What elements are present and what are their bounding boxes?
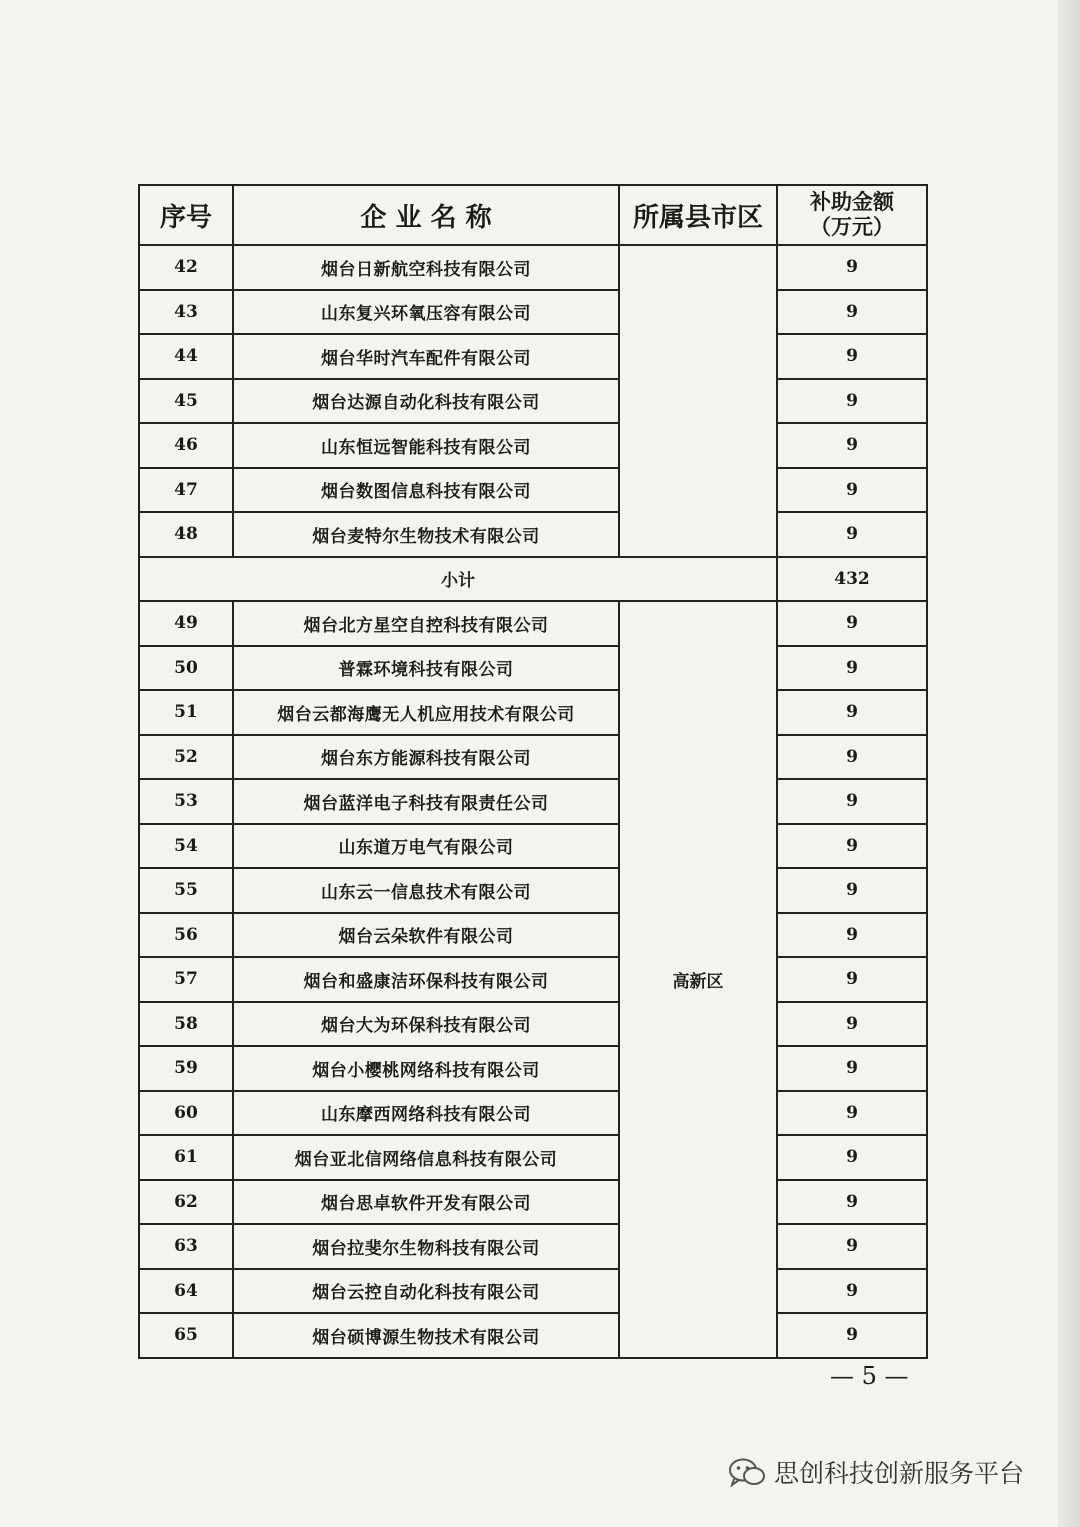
table-row xyxy=(139,290,927,335)
row-index: 60 xyxy=(139,1091,233,1136)
row-company: 烟台北方星空自控科技有限公司 xyxy=(233,601,619,646)
page-number: — 5 — xyxy=(830,1362,909,1390)
row-amount: 9 xyxy=(777,290,927,335)
row-company: 烟台数图信息科技有限公司 xyxy=(233,468,619,513)
row-amount: 9 xyxy=(777,423,927,468)
row-index: 58 xyxy=(139,1002,233,1047)
row-district-block-a xyxy=(619,245,777,557)
row-index: 53 xyxy=(139,779,233,824)
table-row xyxy=(139,1002,927,1047)
table-row xyxy=(139,957,927,1002)
row-amount: 9 xyxy=(777,913,927,958)
row-amount: 9 xyxy=(777,245,927,290)
row-company: 烟台麦特尔生物技术有限公司 xyxy=(233,512,619,557)
row-amount: 9 xyxy=(777,1002,927,1047)
row-company: 烟台达源自动化科技有限公司 xyxy=(233,379,619,424)
table-row xyxy=(139,868,927,913)
row-index: 50 xyxy=(139,646,233,691)
row-company: 烟台云控自动化科技有限公司 xyxy=(233,1269,619,1314)
row-index: 49 xyxy=(139,601,233,646)
row-index: 54 xyxy=(139,824,233,869)
table-row xyxy=(139,913,927,958)
row-index: 56 xyxy=(139,913,233,958)
row-index: 43 xyxy=(139,290,233,335)
row-company: 山东恒远智能科技有限公司 xyxy=(233,423,619,468)
row-amount: 9 xyxy=(777,779,927,824)
row-company: 烟台日新航空科技有限公司 xyxy=(233,245,619,290)
page-edge xyxy=(1058,0,1080,1527)
table-row xyxy=(139,1135,927,1180)
row-index: 61 xyxy=(139,1135,233,1180)
row-index: 63 xyxy=(139,1224,233,1269)
row-index: 62 xyxy=(139,1180,233,1225)
table-row xyxy=(139,334,927,379)
table-row xyxy=(139,1091,927,1136)
row-amount: 9 xyxy=(777,1224,927,1269)
header-index: 序号 xyxy=(139,185,233,245)
row-amount: 9 xyxy=(777,735,927,780)
table-row xyxy=(139,646,927,691)
table-row xyxy=(139,1313,927,1358)
table-row xyxy=(139,735,927,780)
row-company: 烟台云朵软件有限公司 xyxy=(233,913,619,958)
row-company: 烟台亚北信网络信息科技有限公司 xyxy=(233,1135,619,1180)
row-company: 烟台大为环保科技有限公司 xyxy=(233,1002,619,1047)
row-amount: 9 xyxy=(777,1313,927,1358)
row-company: 山东复兴环氧压容有限公司 xyxy=(233,290,619,335)
row-company: 普霖环境科技有限公司 xyxy=(233,646,619,691)
row-index: 64 xyxy=(139,1269,233,1314)
row-company: 山东道万电气有限公司 xyxy=(233,824,619,869)
table-row xyxy=(139,1269,927,1314)
row-amount: 9 xyxy=(777,690,927,735)
row-company: 烟台东方能源科技有限公司 xyxy=(233,735,619,780)
header-company: 企 业 名 称 xyxy=(233,185,619,245)
row-amount: 9 xyxy=(777,334,927,379)
table-header-row xyxy=(139,185,927,245)
watermark xyxy=(728,1452,1024,1492)
wechat-icon xyxy=(728,1457,766,1487)
table-row xyxy=(139,512,927,557)
table-row xyxy=(139,1180,927,1225)
table-row xyxy=(139,601,927,646)
row-index: 48 xyxy=(139,512,233,557)
row-index: 59 xyxy=(139,1046,233,1091)
row-amount: 9 xyxy=(777,957,927,1002)
table-row xyxy=(139,1224,927,1269)
header-district: 所属县市区 xyxy=(619,185,777,245)
row-company: 烟台和盛康洁环保科技有限公司 xyxy=(233,957,619,1002)
row-amount: 9 xyxy=(777,1135,927,1180)
row-company: 烟台云都海鹰无人机应用技术有限公司 xyxy=(233,690,619,735)
row-amount: 9 xyxy=(777,1046,927,1091)
row-company: 山东摩西网络科技有限公司 xyxy=(233,1091,619,1136)
row-amount: 9 xyxy=(777,601,927,646)
row-amount: 9 xyxy=(777,512,927,557)
row-amount: 9 xyxy=(777,379,927,424)
row-amount: 9 xyxy=(777,1269,927,1314)
table-row xyxy=(139,690,927,735)
row-amount: 9 xyxy=(777,1091,927,1136)
table-row xyxy=(139,824,927,869)
row-amount: 9 xyxy=(777,1180,927,1225)
table-row xyxy=(139,379,927,424)
row-amount: 9 xyxy=(777,646,927,691)
row-amount: 9 xyxy=(777,468,927,513)
table-row xyxy=(139,468,927,513)
subtotal-label: 小计 xyxy=(139,557,777,602)
table-row xyxy=(139,423,927,468)
row-index: 47 xyxy=(139,468,233,513)
row-company: 烟台华时汽车配件有限公司 xyxy=(233,334,619,379)
row-company: 山东云一信息技术有限公司 xyxy=(233,868,619,913)
row-company: 烟台思卓软件开发有限公司 xyxy=(233,1180,619,1225)
row-index: 45 xyxy=(139,379,233,424)
row-index: 44 xyxy=(139,334,233,379)
row-company: 烟台拉斐尔生物科技有限公司 xyxy=(233,1224,619,1269)
row-index: 55 xyxy=(139,868,233,913)
row-index: 57 xyxy=(139,957,233,1002)
row-index: 46 xyxy=(139,423,233,468)
row-index: 52 xyxy=(139,735,233,780)
row-company: 烟台蓝洋电子科技有限责任公司 xyxy=(233,779,619,824)
subsidy-table xyxy=(138,184,928,1359)
table-row xyxy=(139,245,927,290)
row-district-block-b: 高新区 xyxy=(619,601,777,1358)
subtotal-row xyxy=(139,557,927,602)
row-company: 烟台硕博源生物技术有限公司 xyxy=(233,1313,619,1358)
row-amount: 9 xyxy=(777,868,927,913)
row-index: 51 xyxy=(139,690,233,735)
table-row xyxy=(139,779,927,824)
row-company: 烟台小樱桃网络科技有限公司 xyxy=(233,1046,619,1091)
row-index: 65 xyxy=(139,1313,233,1358)
watermark-text: 思创科技创新服务平台 xyxy=(774,1459,1025,1488)
header-amount xyxy=(777,185,927,245)
subtotal-amount: 432 xyxy=(777,557,927,602)
header-amount-text: 补助金额（万元） xyxy=(810,190,894,239)
table-row xyxy=(139,1046,927,1091)
row-index: 42 xyxy=(139,245,233,290)
row-amount: 9 xyxy=(777,824,927,869)
